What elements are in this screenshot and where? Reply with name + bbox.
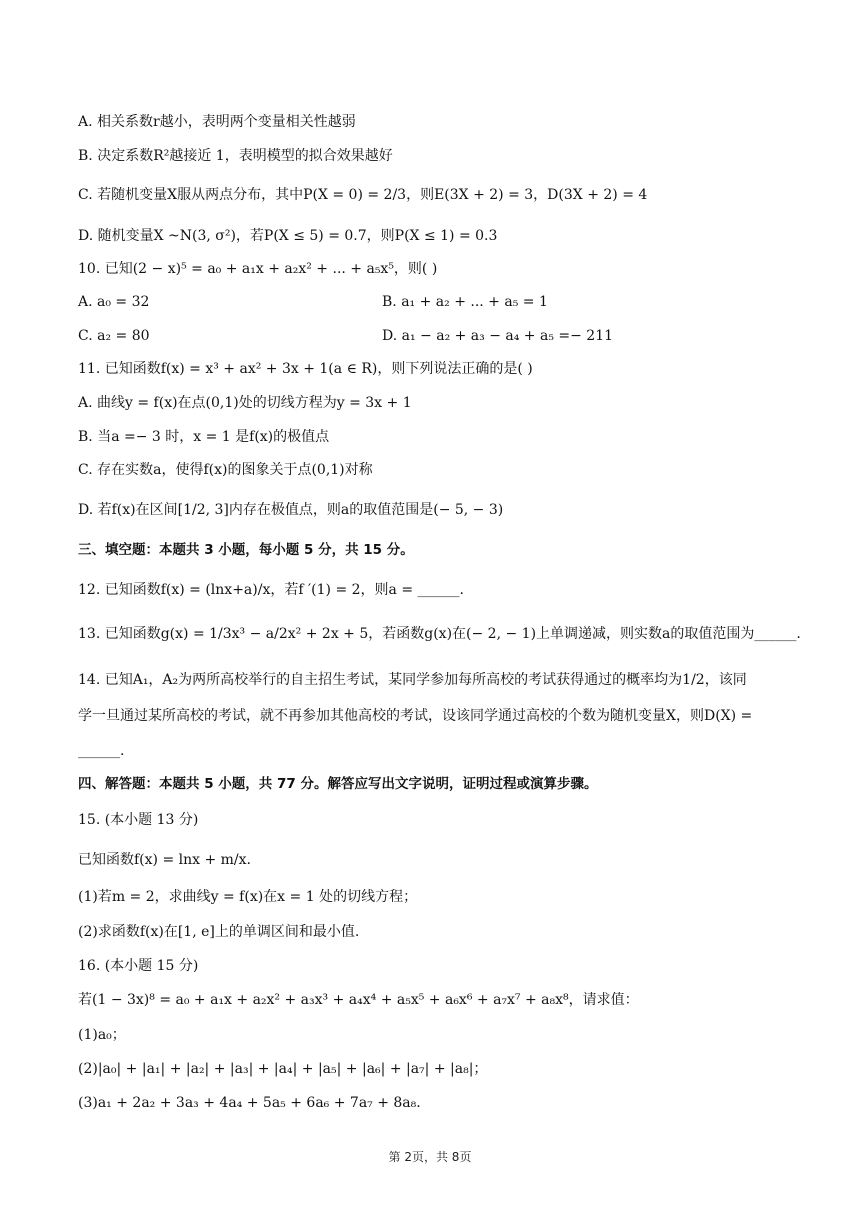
- question-16-stem: 若(1 − 3x)⁸ = a₀ + a₁x + a₂x² + a₃x³ + a₄x⁴ + a₅x⁵ + a₆x⁶ + a₇x⁷ + a₈x⁸，请求值：: [78, 992, 639, 1008]
- q10-option-a: A. a₀ = 32: [78, 294, 150, 310]
- q11-option-d: D. 若f(x)在区间[1/2, 3]内存在极值点，则a的取值范围是(− 5, − 3): [78, 502, 504, 518]
- question-15-title: 15. (本小题 13 分): [78, 812, 199, 828]
- q9-option-b: B. 决定系数R²越接近 1，表明模型的拟合效果越好: [78, 148, 393, 164]
- q11-option-c: C. 存在实数a，使得f(x)的图象关于点(0,1)对称: [78, 462, 373, 478]
- q10-option-c: C. a₂ = 80: [78, 328, 150, 344]
- question-14-line-2: 学一旦通过某所高校的考试，就不再参加其他高校的考试，设该同学通过高校的个数为随机变量X，则D(X) =: [78, 708, 753, 724]
- q9-option-c: C. 若随机变量X服从两点分布，其中P(X = 0) = 2/3，则E(3X + 2) = 3，D(3X + 2) = 4: [78, 187, 648, 203]
- q10-option-b: B. a₁ + a₂ + ... + a₅ = 1: [382, 294, 548, 310]
- q9-option-a: A. 相关系数r越小，表明两个变量相关性越弱: [78, 114, 356, 130]
- question-10: 10. 已知(2 − x)⁵ = a₀ + a₁x + a₂x² + ... + a₅x⁵，则( ): [78, 261, 438, 277]
- q10-option-d: D. a₁ − a₂ + a₃ − a₄ + a₅ =− 211: [382, 328, 614, 344]
- q11-option-a: A. 曲线y = f(x)在点(0,1)处的切线方程为y = 3x + 1: [78, 395, 412, 411]
- question-12: 12. 已知函数f(x) = (lnx+a)/x，若f ′(1) = 2，则a = ______.: [78, 582, 464, 598]
- question-11: 11. 已知函数f(x) = x³ + ax² + 3x + 1(a ∈ R)，则下列说法正确的是( ): [78, 361, 533, 377]
- question-15-stem: 已知函数f(x) = lnx + m/x.: [78, 852, 251, 868]
- question-16-part-1: (1)a₀；: [78, 1027, 126, 1043]
- q9-option-d: D. 随机变量X ~N(3, σ²)，若P(X ≤ 5) = 0.7，则P(X ≤ 1) = 0.3: [78, 228, 498, 244]
- section-4-heading: 四、解答题：本题共 5 小题，共 77 分。解答应写出文字说明，证明过程或演算步骤。: [78, 776, 598, 792]
- question-16-part-2: (2)|a₀| + |a₁| + |a₂| + |a₃| + |a₄| + |a₅| + |a₆| + |a₇| + |a₈|；: [78, 1061, 488, 1077]
- question-16-part-3: (3)a₁ + 2a₂ + 3a₃ + 4a₄ + 5a₅ + 6a₆ + 7a₇ + 8a₈.: [78, 1095, 421, 1111]
- section-3-heading: 三、填空题：本题共 3 小题，每小题 5 分，共 15 分。: [78, 542, 414, 558]
- question-15-part-2: (2)求函数f(x)在[1, e]上的单调区间和最小值.: [78, 924, 360, 940]
- question-14-line-1: 14. 已知A₁，A₂为两所高校举行的自主招生考试，某同学参加每所高校的考试获得通过的概率均为1/2，该同: [78, 672, 747, 688]
- question-15-part-1: (1)若m = 2，求曲线y = f(x)在x = 1 处的切线方程；: [78, 889, 418, 905]
- q11-option-b: B. 当a =− 3 时，x = 1 是f(x)的极值点: [78, 429, 330, 445]
- question-14-line-3: ______.: [78, 743, 125, 759]
- question-16-title: 16. (本小题 15 分): [78, 958, 199, 974]
- question-13: 13. 已知函数g(x) = 1/3x³ − a/2x² + 2x + 5，若函数g(x)在(− 2, − 1)上单调递减，则实数a的取值范围为______.: [78, 626, 801, 642]
- page-footer: 第 2页，共 8页: [388, 1150, 472, 1164]
